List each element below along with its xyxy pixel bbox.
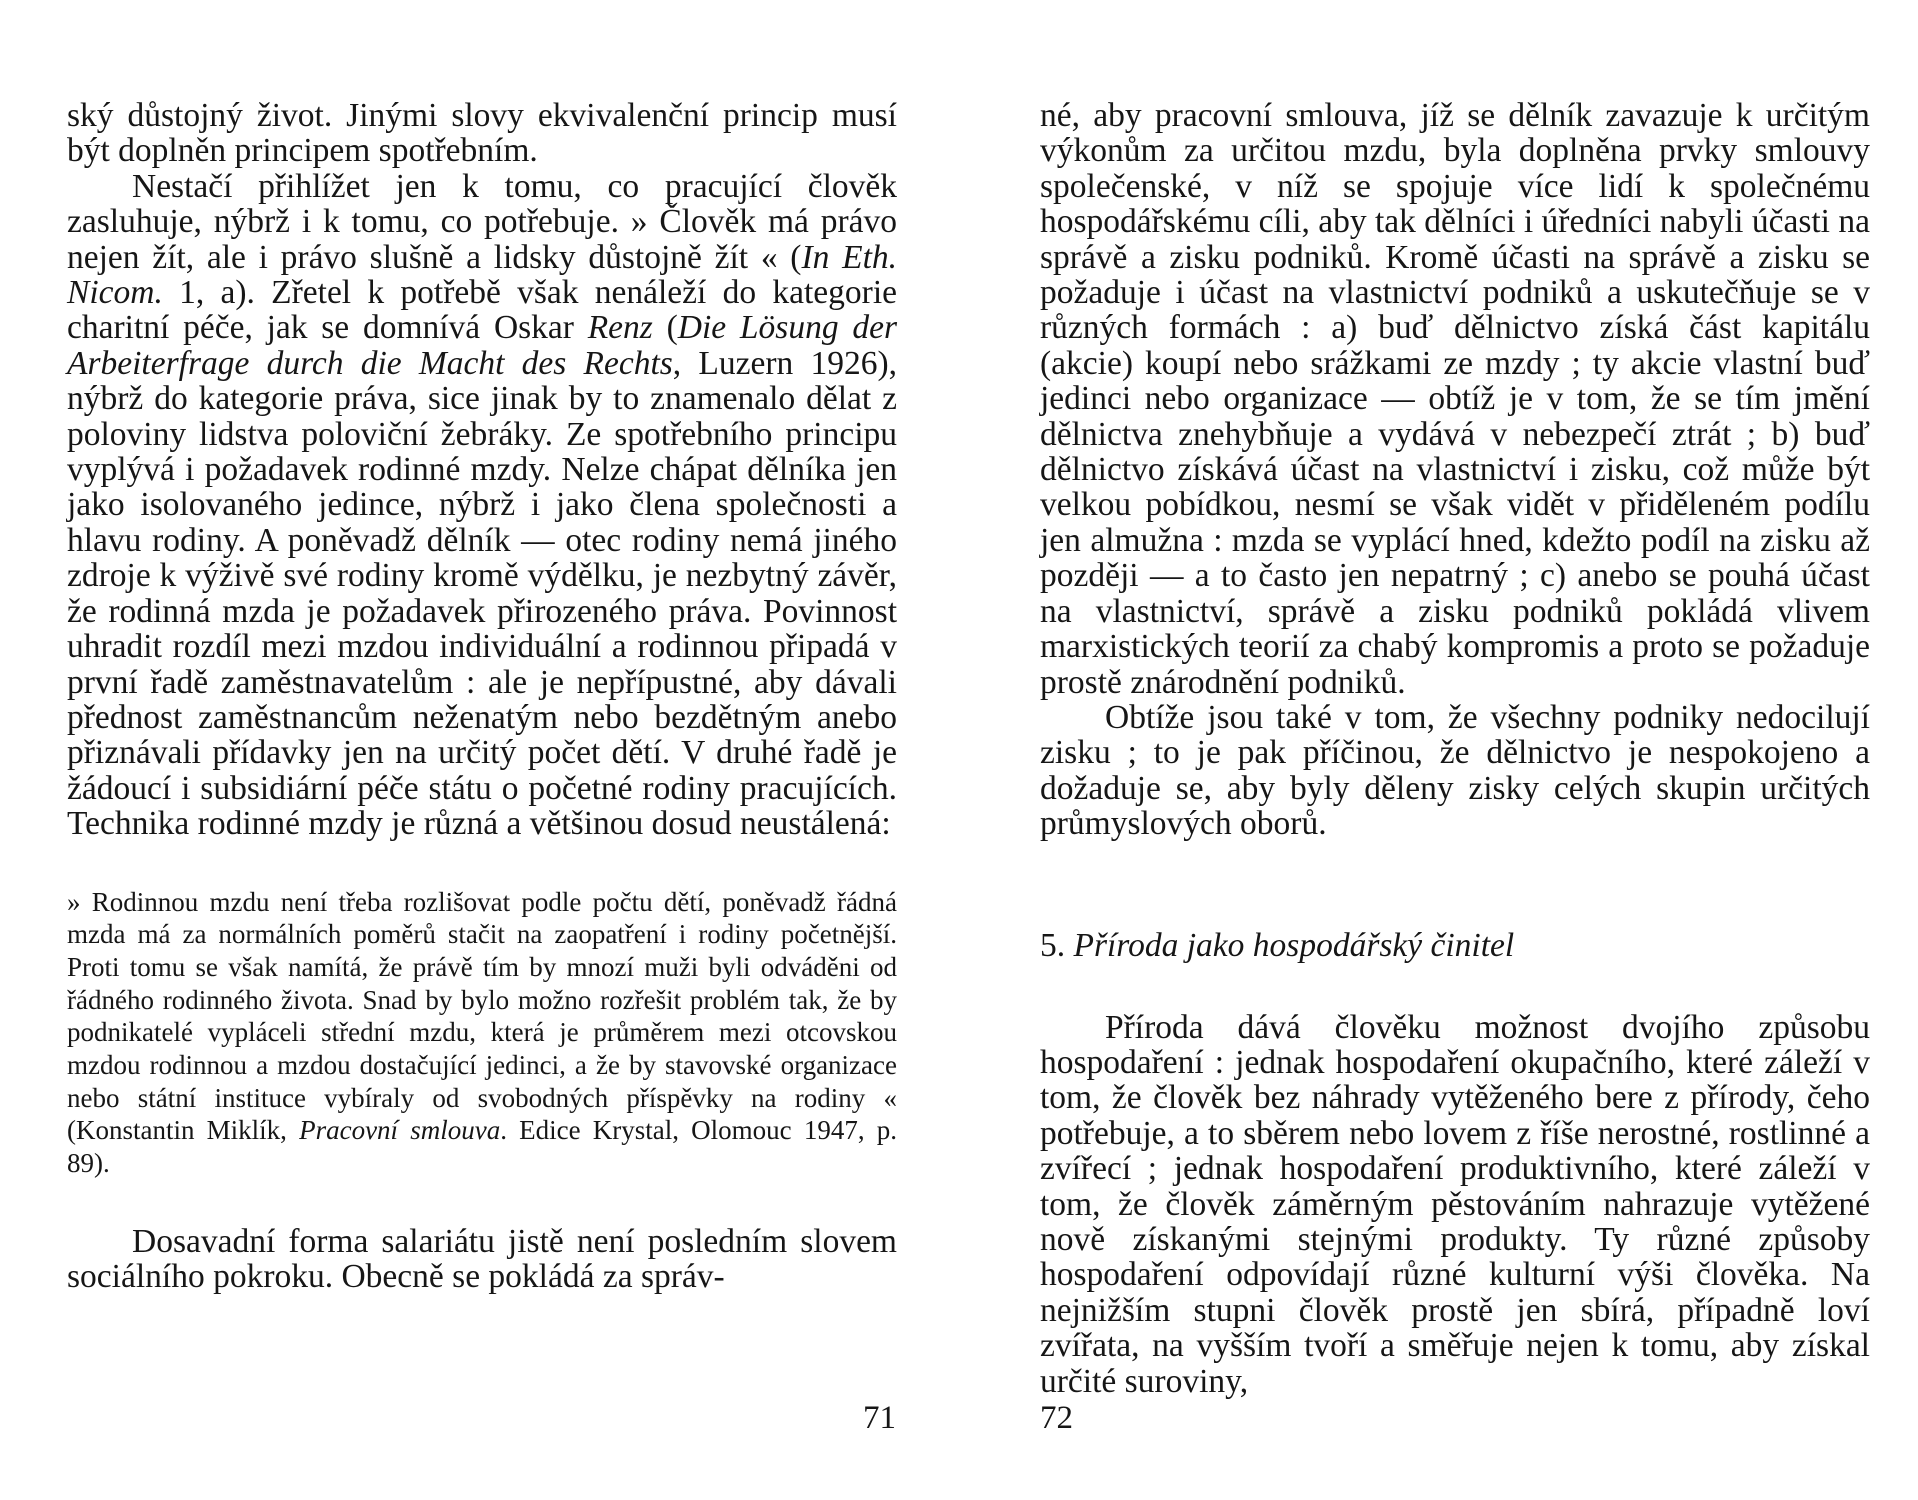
block-quote [67, 886, 897, 1180]
page-number: 72 [1040, 1400, 1073, 1436]
author-name: Renz [587, 309, 653, 347]
right-page [959, 0, 1918, 1500]
quote-source: . Edice Krystal, Olomouc 1947, p. 89). [67, 1115, 898, 1179]
left-text-column [67, 98, 897, 1295]
citation-aristotle: In Eth. Nicom. [67, 238, 897, 312]
text-span: , Luzern 1926), nýbrž do kategorie práva, sice jinak by to znamenalo dělat z poloviny lidstva poloviční žebráky. Ze spotřebního principu vyplývá i požadavek rodinné mzdy. Nelze chápat dělníka jen jako isolovaného jedince, nýbrž i jako člena společnosti a hlavu rodiny. A poněvadž dělník — otec rodiny nemá jiného zdroje k výživě své rodiny kromě výdělku, je nezbytný závěr, že rodinná mzda je požadavek přirozeného práva. Povinnost uhradit rozdíl mezi mzdou individuální a rodinnou připadá v první řadě zaměstnavatelům : ale je nepřípustné, aby dávali přednost zaměstnancům neženatým nebo bezdětným anebo přiznávali přídavky jen na určitý počet dětí. V druhé řadě je žádoucí i subsidiární péče státu o početné rodiny pracujících. Technika rodinné mzdy je různá a většinou dosud neustálená: [67, 344, 897, 843]
paragraph-needs-principle [67, 169, 897, 842]
text-span: ( [652, 309, 678, 347]
right-text-column [1040, 98, 1870, 1399]
section-heading [1040, 928, 1870, 964]
paragraph-nature: Příroda dává člověku možnost dvojího způsobu hospodaření : jednak hospodaření okupačního, které záleží v tom, že člověk bez náhrady vytěženého bere z přírody, čeho potřebuje, a to sběrem nebo lovem z říše nerostné, rostlinné a zvířecí ; jednak hospodaření produktivního, které záleží v tom, že člověk záměrným pěstováním nahrazuje vytěžené nově získanými stejnými produkty. Ty různé způsoby hospodaření odpovídají různé kulturní výši člověka. Na nejnižším stupni člověk prostě jen sbírá, případně loví zvířata, na vyšším tvoří a směřuje nejen k tomu, aby získal určité suroviny, [1040, 1008, 1870, 1400]
text-span: Nestačí přihlížet jen k tomu, co pracující člověk zasluhuje, nýbrž i k tomu, co potřebuje. » Člověk má právo nejen žít, ale i právo slušně a lidsky důstojně žít « ( [67, 167, 897, 276]
quote-source-title: Pracovní smlouva [299, 1115, 501, 1146]
page-number: 71 [863, 1400, 896, 1436]
paragraph-contract: né, aby pracovní smlouva, jíž se dělník zavazuje k určitým výkonům za určitou mzdu, byla doplněna prvky smlouvy společenské, v níž se spojuje více lidí k společnému hospodářskému cíli, aby tak dělníci i úředníci nabyli účasti na správě a zisku podniků. Kromě účasti na správě a zisku se požaduje i účast na vlastnictví podniků a uskutečňuje se v různých formách : a) buď dělnictvo získá část kapitálu (akcie) koupí nebo srážkami ze mzdy ; ty akcie vlastní buď jedinci nebo organizace — obtíž je v tom, že se tím jmění dělnictva znehybňuje a vydává v nebezpečí ztrát ; b) buď dělnictvo získává účast na vlastnictví i zisku, což může být velkou pobídkou, nesmí se však vidět v přiděleném podílu jen almužna : mzda se vyplácí hned, kdežto podíl na zisku až později — a to často jen nepatrný ; c) anebo se pouhá účast na vlastnictví, správě a zisku podniků pokládá vlivem marxistických teorií za chabý kompromis a proto se požaduje prostě znárodnění podniků. [1040, 97, 1870, 701]
section-title: Příroda jako hospodářský činitel [1073, 926, 1515, 964]
citation-book-title: Die Lösung der Arbeiterfrage durch die Macht des Rechts [67, 309, 897, 382]
paragraph-continuation: ský důstojný život. Jinými slovy ekvivalenční princip musí být doplněn principem spotřebním. [67, 97, 897, 170]
paragraph-salariat: Dosavadní forma salariátu jistě není posledním slovem sociálního pokroku. Obecně se pokládá za správ- [67, 1222, 897, 1296]
quote-text: » Rodinnou mzdu není třeba rozlišovat podle počtu dětí, poněvadž řádná mzda má za normálních poměrů stačit na zaopatření i rodiny početnější. Proti tomu se však namítá, že právě tím by mnozí muži byli odváděni od řádného rodinného života. Snad by bylo možno rozřešit problém tak, že by podnikatelé vypláceli střední mzdu, která je průměrem mezi otcovskou mzdou rodinnou a mzdou dostačující jedinci, a že by stavovské organizace nebo státní instituce vybíraly od svobodných příspěvky na rodiny « (Konstantin Miklík, [67, 886, 897, 1146]
paragraph-difficulties: Obtíže jsou také v tom, že všechny podniky nedocilují zisku ; to je pak příčinou, že dělnictvo je nespokojeno a dožaduje se, aby byly děleny zisky celých skupin určitých průmyslových oborů. [1040, 698, 1870, 843]
section-number: 5. [1040, 926, 1066, 964]
text-span: 1, a). Zřetel k potřebě však nenáleží do kategorie charitní péče, jak se domnívá Oskar [67, 274, 897, 347]
